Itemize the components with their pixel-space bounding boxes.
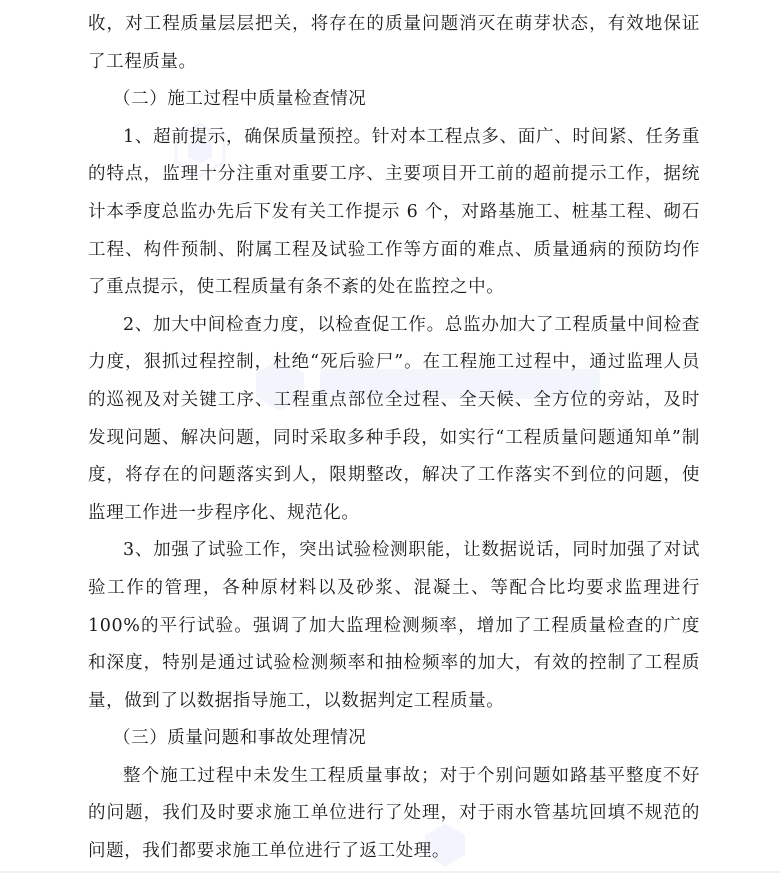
paragraph-item-2: 2、加大中间检查力度，以检查促工作。总监办加大了工程质量中间检查力度，狠抓过程控制，杜绝“死后验尸”。在工程施工过程中，通过监理人员的巡视及对关键工序、工程重点部位全过程、全天候、全方位的旁站，及时发现问题、解决问题，同时采取多种手段，如实行“工程质量问题通知单”制度，将存在的问题落实到人，限期整改，解决了工作落实不到位的问题，使监理工作进一步程序化、规范化。 — [88, 314, 700, 523]
paragraph-continuation: 收，对工程质量层层把关，将存在的质量问题消灭在萌芽状态，有效地保证了工程质量。 — [88, 14, 700, 72]
paragraph-item-1: 1、超前提示，确保质量预控。针对本工程点多、面广、时间紧、任务重的特点，监理十分注重对重要工序、主要项目开工前的超前提示工作，据统计本季度总监办先后下发有关工作提示 6 个，对路基施工、桩基工程、砌石工程、构件预制、附属工程及试验工作等方面的难点、质量通病的预防均作了重点提示，使工程质量有条不紊的处在监控之中。 — [88, 126, 700, 298]
section-heading-2: （二）施工过程中质量检查情况 — [113, 89, 367, 110]
paragraph-item-3: 3、加强了试验工作，突出试验检测职能，让数据说话，同时加强了对试验工作的管理，各种原材料以及砂浆、混凝土、等配合比均要求监理进行 100%的平行试验。强调了加大监理检测频率，增加了工程质量检查的广度和深度，特别是通过试验检测频率和抽检频率的加大，有效的控制了工程质量，做到了以数据指导施工，以数据判定工程质量。 — [88, 540, 700, 711]
section-heading-3: （三）质量问题和事故处理情况 — [113, 728, 367, 749]
document-body — [88, 6, 700, 871]
paragraph-incident-handling: 整个施工过程中未发生工程质量事故；对于个别问题如路基平整度不好的问题，我们及时要求施工单位进行了处理，对于雨水管基坑回填不规范的问题，我们都要求施工单位进行了返工处理。 — [88, 765, 700, 862]
